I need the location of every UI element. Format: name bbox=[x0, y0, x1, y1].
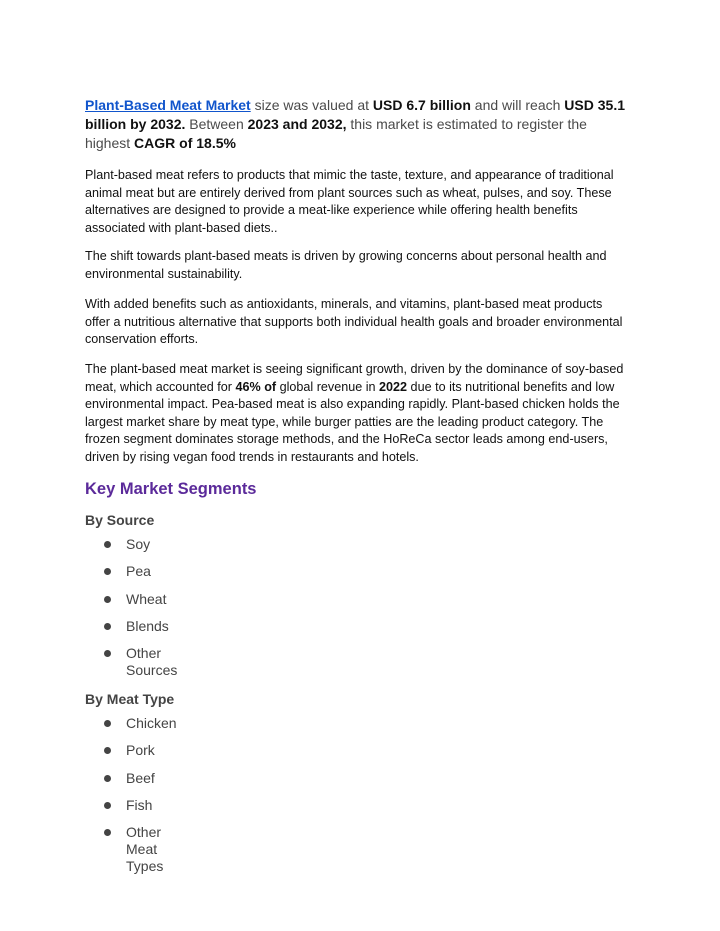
by-meat-type-heading: By Meat Type bbox=[85, 691, 175, 707]
intro-text-2: and will reach bbox=[470, 97, 565, 113]
bullet-icon bbox=[104, 775, 111, 782]
bullet-icon bbox=[104, 720, 111, 727]
bullet-icon bbox=[104, 650, 111, 657]
list-item-label: Soy bbox=[126, 536, 151, 552]
intro-text-1: size was valued at bbox=[250, 97, 373, 113]
growth-paragraph bbox=[85, 361, 630, 466]
growth-text-3: due to its nutritional benefits and low environmental impact. Pea-based meat is also expanding rapidly. Plant-based chicken holds the largest market share by meat type, while burger patties are the leading product category. The frozen segment dominates storage methods, and the HoReCa sector leads among end-users, driven by rising vegan food trends in restaurants and hotels. bbox=[85, 379, 620, 464]
list-item-label: Pork bbox=[126, 742, 155, 759]
intro-cagr: CAGR of 18.5% bbox=[134, 135, 236, 151]
market-report-link[interactable]: Plant-Based Meat Market bbox=[85, 97, 251, 113]
growth-year: 2022 bbox=[379, 379, 408, 394]
list-item-label: Pea bbox=[126, 563, 151, 580]
list-item-label: Chicken bbox=[126, 715, 177, 731]
growth-share: 46% of bbox=[235, 379, 277, 394]
key-segments-heading: Key Market Segments bbox=[85, 480, 257, 498]
intro-text-3: Between bbox=[185, 116, 248, 132]
intro-value-2032: USD 35.1 billion by 2032. bbox=[85, 97, 625, 132]
bullet-icon bbox=[104, 568, 111, 575]
list-item-label: Blends bbox=[126, 617, 169, 634]
drivers-paragraph: The shift towards plant-based meats is driven by growing concerns about personal health and environmental sustainability. bbox=[85, 249, 607, 281]
list-item-label: Beef bbox=[126, 769, 155, 786]
bullet-icon bbox=[104, 747, 111, 754]
definition-paragraph: Plant-based meat refers to products that mimic the taste, texture, and appearance of traditional animal meat but are entirely derived from plant sources such as wheat, pulses, and soy. These alternatives are designed to provide a meat-like experience while offering health benefits associated with plant-based diets.. bbox=[85, 168, 614, 235]
bullet-icon bbox=[104, 802, 111, 809]
bullet-icon bbox=[104, 623, 111, 630]
intro-value-2023: USD 6.7 billion bbox=[372, 97, 471, 113]
intro-period: 2023 and 2032, bbox=[247, 116, 347, 132]
growth-text-1: The plant-based meat market is seeing significant growth, driven by the dominance of soy-based meat, which accounted for bbox=[85, 362, 624, 394]
benefits-paragraph: With added benefits such as antioxidants, minerals, and vitamins, plant-based meat products offer a nutritious alternative that supports both individual health goals and broader environmental conservation efforts. bbox=[85, 297, 623, 346]
bullet-icon bbox=[104, 541, 111, 548]
list-item-label: Other Sources bbox=[126, 645, 178, 679]
by-source-heading: By Source bbox=[85, 512, 155, 528]
intro-text-4: this market is estimated to register the highest bbox=[85, 116, 587, 151]
bullet-icon bbox=[104, 829, 111, 836]
intro-paragraph bbox=[85, 96, 635, 153]
list-item-label: Other Meat Types bbox=[126, 824, 164, 875]
list-item-label: Fish bbox=[126, 796, 153, 813]
list-item-label: Wheat bbox=[126, 590, 167, 607]
growth-text-2: global revenue in bbox=[276, 379, 380, 394]
bullet-icon bbox=[104, 596, 111, 603]
